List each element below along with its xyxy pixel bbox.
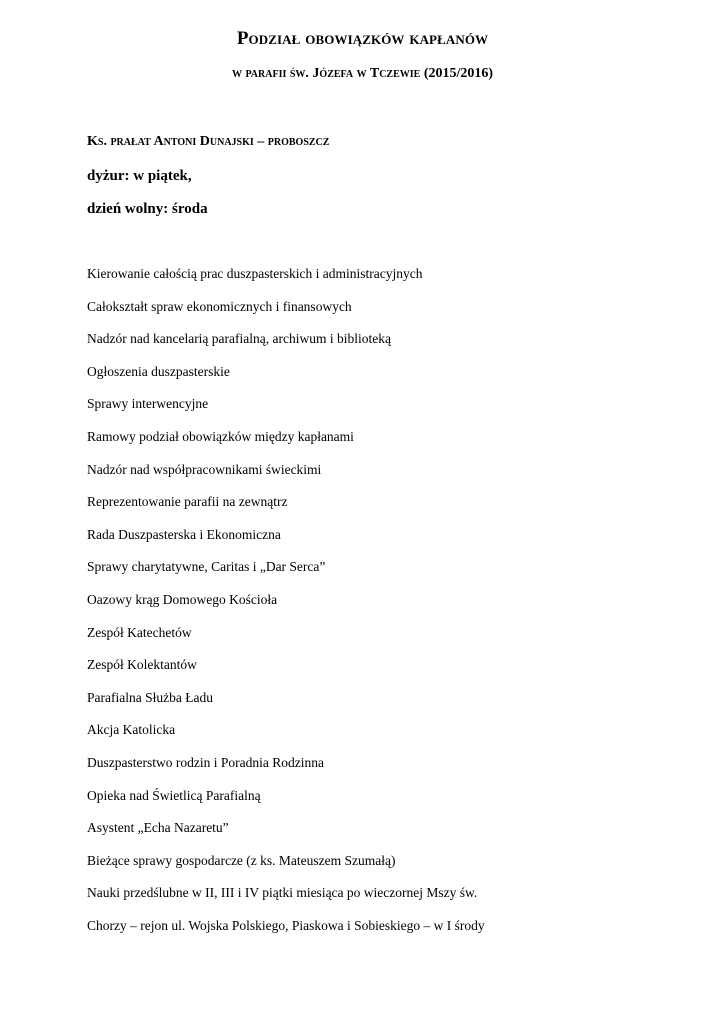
task-item: Nauki przedślubne w II, III i IV piątki miesiąca po wieczornej Mszy św. [87,885,478,901]
task-item: Duszpasterstwo rodzin i Poradnia Rodzinna [87,754,324,770]
task-item: Nadzór nad kancelarią parafialną, archiwum i biblioteką [87,331,391,347]
task-item: Ramowy podział obowiązków między kapłanami [87,428,354,444]
task-item: Chorzy – rejon ul. Wojska Polskiego, Piaskowa i Sobieskiego – w I środy [87,917,485,933]
task-item: Parafialna Służba Ładu [87,689,213,705]
task-item: Bieżące sprawy gospodarcze (z ks. Mateuszem Szumałą) [87,852,396,868]
document-subtitle: w parafii św. Józefa w Tczewie (2015/2016) [231,66,494,81]
day-off: dzień wolny: środa [87,201,208,217]
task-item: Zespół Katechetów [87,624,192,640]
task-item: Oazowy krąg Domowego Kościoła [87,591,278,607]
task-item: Sprawy interwencyjne [87,396,209,412]
task-item: Rada Duszpasterska i Ekonomiczna [87,526,281,542]
task-item: Kierowanie całością prac duszpasterskich i administracyjnych [87,266,423,281]
task-item: Akcja Katolicka [87,722,176,738]
task-item: Sprawy charytatywne, Caritas i „Dar Serca” [87,559,326,575]
task-item: Asystent „Echa Nazaretu” [87,820,229,836]
task-item: Zespół Kolektantów [87,657,197,673]
document-title: Podział obowiązków kapłanów [236,28,489,49]
task-item: Całokształt spraw ekonomicznych i finansowych [87,298,352,314]
task-list [87,264,485,948]
task-item: Ogłoszenia duszpasterskie [87,363,230,379]
task-item: Reprezentowanie parafii na zewnątrz [87,494,288,510]
priest-heading: Ks. prałat Antoni Dunajski – proboszcz [87,134,330,149]
task-item: Nadzór nad współpracownikami świeckimi [87,461,322,477]
duty-day: dyżur: w piątek, [87,168,192,184]
task-item: Opieka nad Świetlicą Parafialną [87,787,261,803]
